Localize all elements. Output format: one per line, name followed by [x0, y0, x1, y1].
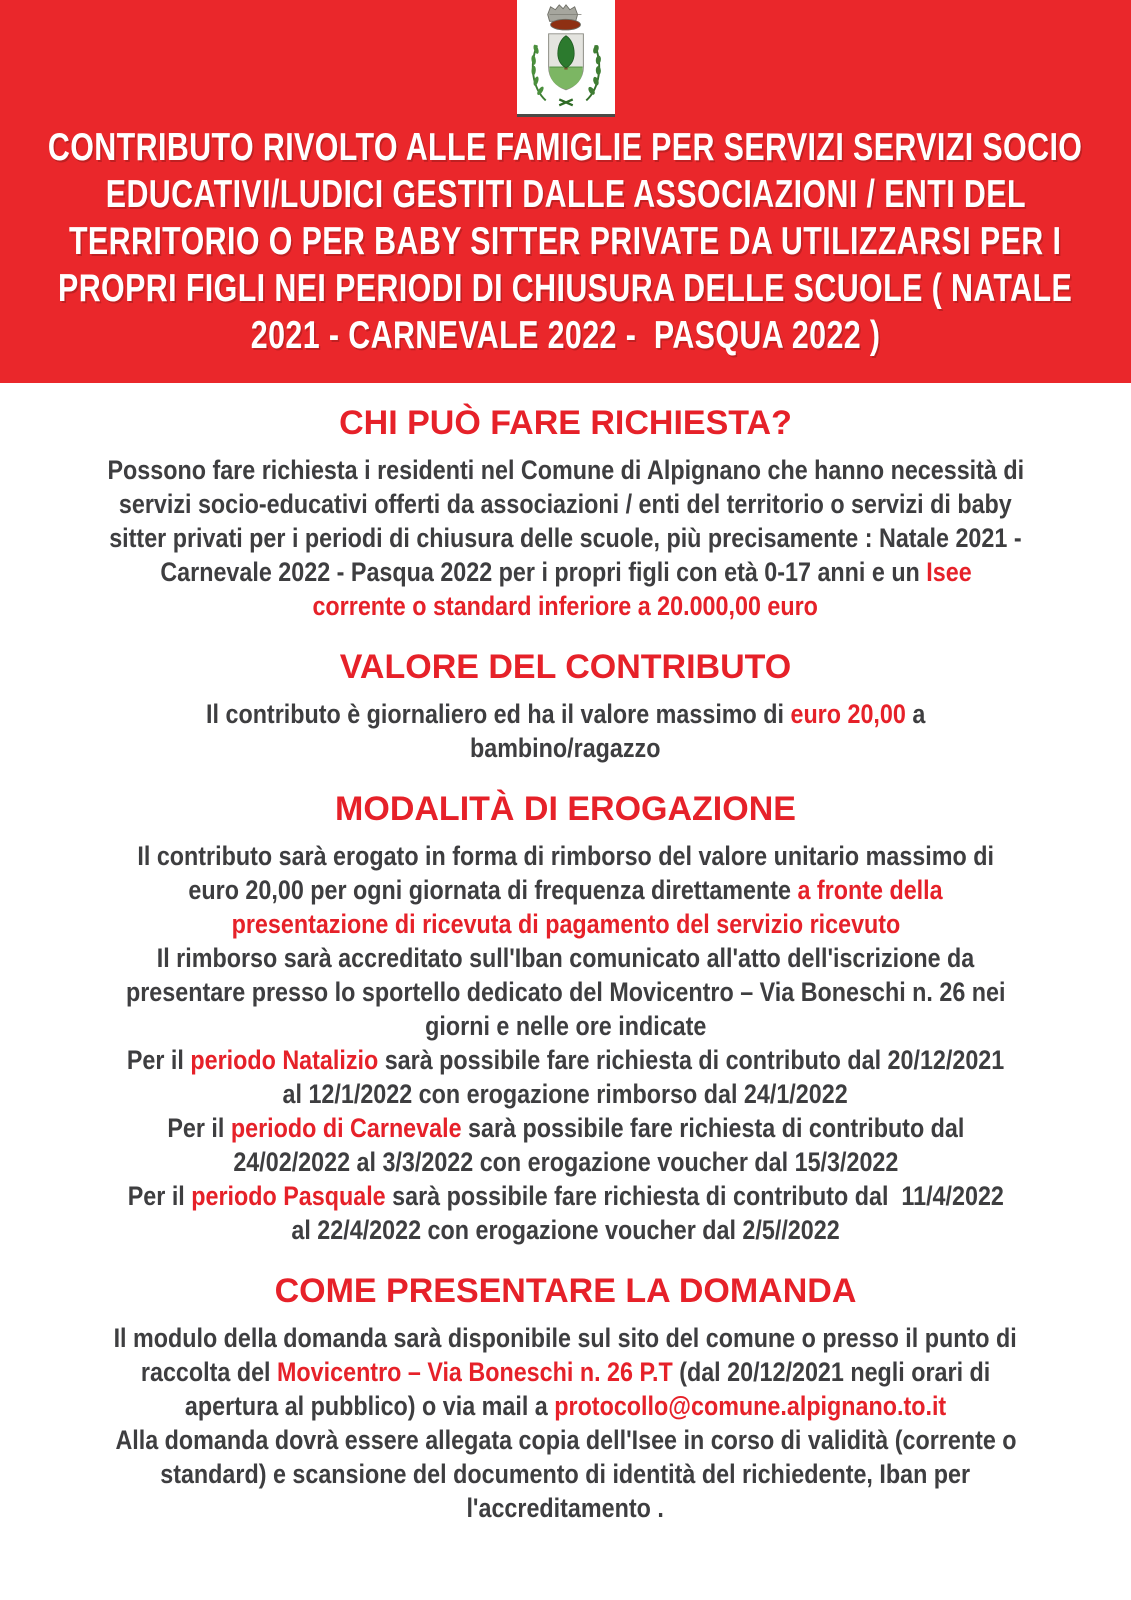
text-line — [0, 1145, 1131, 1179]
text-line — [0, 941, 1131, 975]
body-text: al 22/4/2022 con erogazione voucher dal 2/5//2022 — [291, 1215, 840, 1245]
body-text: Alla domanda dovrà essere allegata copia dell'Isee in corso di validità (corrente o — [114, 1425, 1017, 1455]
section-heading: COME PRESENTARE LA DOMANDA — [274, 1272, 857, 1310]
text-line — [0, 1321, 1131, 1355]
body-text: standard) e scansione del documento di identità del richiedente, Iban per — [160, 1459, 971, 1489]
section-come-presentare-la-domanda — [0, 1273, 1131, 1525]
text-line — [0, 555, 1131, 589]
highlighted-text: periodo di Carnevale — [230, 1113, 462, 1143]
header-title-line: PROPRI FIGLI NEI PERIODI DI CHIUSURA DELLE SCUOLE ( NATALE — [58, 267, 1073, 310]
section-heading: MODALITÀ DI EROGAZIONE — [335, 790, 796, 828]
body-text: Carnevale 2022 - Pasqua 2022 per i propri figli con età 0-17 anni e un — [159, 557, 926, 587]
body-text: a — [905, 699, 926, 729]
body-text: Per il — [126, 1045, 191, 1075]
body-text: bambino/ragazzo — [470, 733, 661, 763]
section-heading: VALORE DEL CONTRIBUTO — [339, 648, 792, 686]
section-paragraph — [0, 1321, 1131, 1525]
body-text: l'accreditamento . — [466, 1493, 665, 1523]
body-text: Per il — [127, 1181, 191, 1211]
header-title-line: TERRITORIO O PER BABY SITTER PRIVATE DA UTILIZZARSI PER I — [69, 220, 1062, 263]
text-line — [0, 521, 1131, 555]
alpignano-coat-of-arms-icon — [522, 1, 610, 113]
body-text: apertura al pubblico) o via mail a — [184, 1391, 555, 1421]
text-line — [0, 697, 1131, 731]
body-text: Il modulo della domanda sarà disponibile sul sito del comune o presso il punto di — [113, 1323, 1018, 1353]
highlighted-text: Isee — [925, 557, 972, 587]
text-line — [0, 839, 1131, 873]
text-line — [0, 487, 1131, 521]
highlighted-text: euro 20,00 — [790, 699, 906, 729]
section-chi-puo-fare-richiesta — [0, 405, 1131, 623]
body-text: Il contributo sarà erogato in forma di rimborso del valore unitario massimo di — [137, 841, 994, 871]
body-text: sarà possibile fare richiesta di contributo dal 20/12/2021 — [378, 1045, 1005, 1075]
section-heading: CHI PUÒ FARE RICHIESTA? — [339, 404, 792, 442]
oak-branch-icon — [586, 44, 601, 100]
crest-box — [517, 0, 615, 117]
header-title-line: CONTRIBUTO RIVOLTO ALLE FAMIGLIE PER SERVIZI SERVIZI SOCIO — [48, 126, 1083, 169]
shield-icon — [548, 34, 583, 90]
body-text: raccolta del — [140, 1357, 277, 1387]
laurel-branch-icon — [530, 44, 545, 100]
body-text: (dal 20/12/2021 negli orari di — [672, 1357, 991, 1387]
body-text: sitter privati per i periodi di chiusura delle scuole, più precisamente : Natale 2021 - — [109, 523, 1022, 553]
text-line — [0, 1179, 1131, 1213]
text-line — [0, 1491, 1131, 1525]
section-modalita-di-erogazione — [0, 791, 1131, 1247]
body-text: sarà possibile fare richiesta di contributo dal 11/4/2022 — [385, 1181, 1004, 1211]
body-text: giorni e nelle ore indicate — [424, 1011, 707, 1041]
header-title-line: EDUCATIVI/LUDICI GESTITI DALLE ASSOCIAZIONI / ENTI DEL — [105, 173, 1026, 216]
body-text: al 12/1/2022 con erogazione rimborso dal 24/1/2022 — [282, 1079, 849, 1109]
body-text: presentare presso lo sportello dedicato del Movicentro – Via Boneschi n. 26 nei — [125, 977, 1006, 1007]
text-line — [0, 1009, 1131, 1043]
highlighted-text: Movicentro – Via Boneschi n. 26 P.T — [276, 1357, 673, 1387]
section-paragraph — [0, 697, 1131, 765]
text-line — [0, 1077, 1131, 1111]
crown-icon — [547, 5, 581, 30]
text-line — [0, 1355, 1131, 1389]
text-line — [0, 453, 1131, 487]
body-text: 24/02/2022 al 3/3/2022 con erogazione voucher dal 15/3/2022 — [232, 1147, 899, 1177]
text-line — [0, 975, 1131, 1009]
highlighted-text: periodo Pasquale — [190, 1181, 386, 1211]
section-paragraph — [0, 453, 1131, 623]
body-text: euro 20,00 per ogni giornata di frequenza direttamente — [188, 875, 798, 905]
body-text: Possono fare richiesta i residenti nel Comune di Alpignano che hanno necessità di — [107, 455, 1024, 485]
text-line — [0, 873, 1131, 907]
text-line — [0, 1389, 1131, 1423]
body-text: Per il — [166, 1113, 231, 1143]
text-line — [0, 1457, 1131, 1491]
text-line — [0, 731, 1131, 765]
text-line — [0, 1423, 1131, 1457]
flyer-header — [0, 0, 1131, 383]
highlighted-text: presentazione di ricevuta di pagamento del servizio ricevuto — [231, 909, 900, 939]
body-text: Il rimborso sarà accreditato sull'Iban comunicato all'atto dell'iscrizione da — [156, 943, 975, 973]
sections-container — [0, 405, 1131, 1525]
body-text: Il contributo è giornaliero ed ha il valore massimo di — [205, 699, 791, 729]
text-line — [0, 1213, 1131, 1247]
highlighted-text: protocollo@comune.alpignano.to.it — [554, 1391, 947, 1421]
text-line — [0, 589, 1131, 623]
highlighted-text: a fronte della — [797, 875, 943, 905]
highlighted-text: corrente o standard inferiore a 20.000,00 euro — [312, 591, 819, 621]
section-paragraph — [0, 839, 1131, 1247]
body-text: servizi socio-educativi offerti da associazioni / enti del territorio o servizi di baby — [119, 489, 1012, 519]
text-line — [0, 1111, 1131, 1145]
text-line — [0, 1043, 1131, 1077]
text-line — [0, 907, 1131, 941]
body-text: sarà possibile fare richiesta di contributo dal — [461, 1113, 965, 1143]
ribbon-knot-icon — [559, 99, 573, 105]
header-title-line: 2021 - CARNEVALE 2022 - PASQUA 2022 ) — [250, 314, 881, 357]
flyer-body — [0, 383, 1131, 1525]
highlighted-text: periodo Natalizio — [190, 1045, 379, 1075]
section-valore-del-contributo — [0, 649, 1131, 765]
